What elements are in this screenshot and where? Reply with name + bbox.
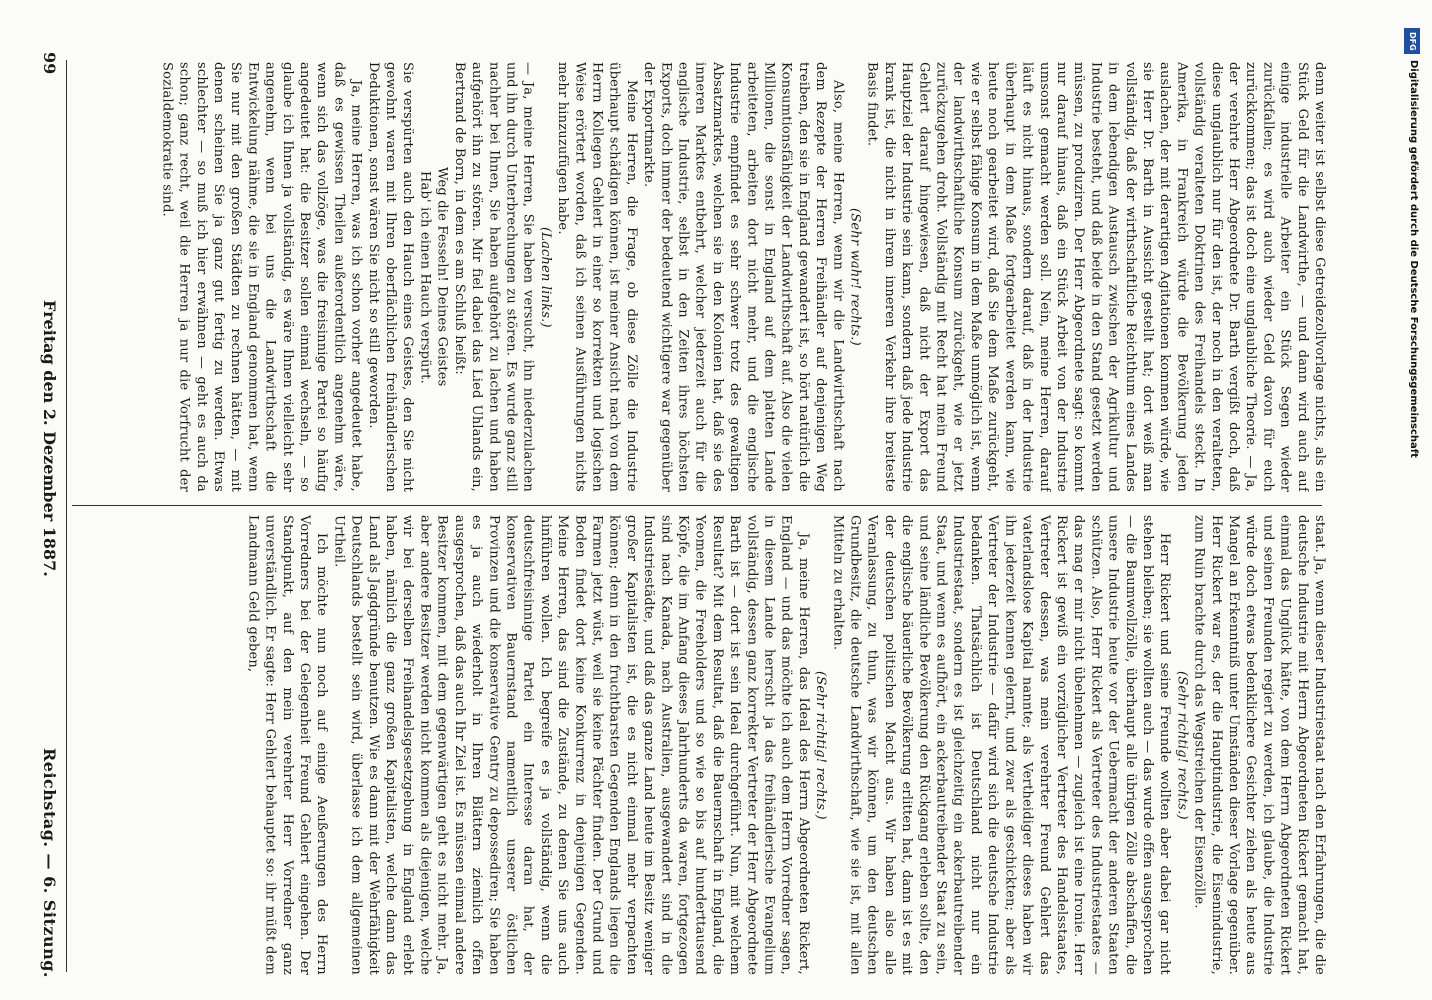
dfg-logo-icon: DFG	[1404, 28, 1420, 54]
paragraph: Ja, meine Herren, das Ideal des Herrn Abgeordneten Rickert, England — und das möchte ich auch dem Herrn Vorredner sagen, in diesem Lande herrscht ja das freihändlerische Evangelium vollständig, dessen ganz korrekter Vertreter der Herr Abgeordnete Barth ist — dort ist sein Ideal durchgeführt. Nun, mit welchem Resultat? Mit dem Resultat, daß die Bauernschaft in England, die Yeomen, die Freeholders und so wie so bis auf hunderttausend Köpfe, die im Anfang dieses Jahrhunderts da waren, fortgezogen sind nach Kanada, nach Australien, ausgewandert sind in die Industriestädte, und daß das ganze Land heute im Besitz weniger großer Kapitalisten ist, die es nicht einmal mehr verpachten können; denn in den fruchtbarsten Gegenden Englands liegen die Farmen jetzt wüst, weil sie keine Pächter finden. Der Grund und Boden findet dort keine Konkurrenz in denjenigen Gegenden. Meine Herren, das sind die Zustände, zu denen Sie uns auch hinführen wollen. Ich begreife es ja vollständig, wenn die deutschfreisinnige Partei ein Interesse daran hat, der konservativen Bauernstand namentlich unserer östlichen Provinzen und die konservative Gentry zu depossediren; Sie haben es ja auch wiederholt in Ihren Blättern ziemlich offen ausgesprochen, daß das auch Ihr Ziel ist. Es müssen einmal andere Besitzer kommen, mit dem gegenwärtigen geht es nicht mehr. Ja, aber andere Besitzer werden nicht kommen als diejenigen, welche wir bei derselben Freihandelsgesetzgebung in England erlebt haben, nämlich die ganz großen Kapitalisten, welche dann das Land als Jagdgründe benutzen. Wie es dann mit der Wehrfähigkeit Deutschlands bestellt sein wird, überlasse ich dem allgemeinen Urtheil.	[331, 515, 811, 975]
paragraph: — Ja, meine Herren, Sie haben versucht, ihn niederzulachen und ihn durch Unterbrechungen zu stören. Es wurde ganz still nachher bei Ihnen, Sie haben aufgehört zu lachen und haben aufgehört ihn zu stören. Mir fiel dabei das Lied Uhlands ein, Bertrand de Born, in dem es am Schluß heißt:	[451, 62, 536, 492]
paragraph: Herr Rickert und seine Freunde wollten aber dabei gar nicht stehen bleiben; sie wollten auch — das wurde offen ausgesprochen — die Baumwollzölle, überhaupt alle übrigen Zölle abschaffen, die unsere Industrie heute vor der Uebermacht der anderen Staaten schützen. Also, Herr Rickert als Vertreter des Industriestaates — das mag er mir nicht übelnehmen — zugleich ist eine Ironie. Herr Rickert ist gewiß ein vorzüglicher Vertreter des Handelsstaates, Vertreter dessen, was mein verehrter Freund Gehlert das vaterlandslose Kapital nannte; als Vertheidiger dieses haben wir ihn jederzeit kennen gelernt, und zwar als geschickten; aber als Vertreter der Industrie — dafür wird sich die deutsche Industrie bedanken. Thatsächlich ist Deutschland nicht nur ein Industriestaat, sondern es ist gleichzeitig ein ackerbautreibender Staat, und wenn es aufhört, ein ackerbautreibender Staat zu sein, und seine ländliche Bevölkerung den Rückgang erleben sollte, den die englische bäuerliche Bevölkerung erlitten hat, dann ist es mit der deutschen politischen Macht aus. Wir haben also alle Veranlassung, zu thun, was wir können, um den deutschen Grundbesitz, die deutsche Landwirthschaft, wie sie ist, mit allen Mitteln zu erhalten.	[830, 515, 1173, 975]
paragraph: staat. Ja, wenn dieser Industriestaat nach den Erfahrungen, die die deutsche Industrie mit Herrn Abgeordneten Rickert gemacht hat, einmal das Unglück hätte, von dem Herrn Abgeordneten Rickert und seinen Freunden regiert zu werden, ich glaube, die Industrie würde doch etwas bedenklichere Gesichter ziehen als heute aus Mangel an Erkenntniß unter Umständen dieser Vorlage gegenüber. Herr Rickert war es, der die Hauptindustrie, die Eisenindustrie, zum Ruin brachte durch das Wegstreichen der Eisenzölle.	[1191, 515, 1327, 975]
column-divider	[72, 505, 1322, 506]
verse-line: Hab' ich einen Hauch verspürt.	[417, 170, 433, 384]
interjection: (Sehr wahr! rechts.)	[847, 208, 863, 346]
paragraph: Also, meine Herren, wenn wir die Landwirthschaft nach dem Rezepte der Herren Freihändler auf denjenigen Weg treiben, den sie in England gewandert ist, so hört natürlich die Konsumtionsfähigkeit der Landwirthschaft auf. Also die vielen Millionen, die sonst in England auf dem platten Lande arbeiteten, arbeiten dort nicht mehr, und die englische Industrie empfindet es sehr schwer trotz des gewaltigen Absatzmarktes, welchen sie in den Kolonien hat, daß sie des inneren Marktes entbehrt, welcher jederzeit auch für die englische Industrie, selbst in den Zeiten ihres höchsten Exports, doch immer der bedeutend wichtigere war gegenüber der Exportmarkte.	[641, 62, 846, 492]
paragraph: Meine Herren, die Frage, ob diese Zölle die Industrie überhaupt schädigen können, ist meiner Ansicht nach von dem Herrn Kollegen Gehlert in einer so korrekten und logischen Weise erörtert worden, daß ich seinen Ausführungen nichts mehr hinzuzufügen habe.	[555, 62, 639, 492]
text-column-right	[76, 62, 1328, 492]
paragraph: Ich möchte nun noch auf einige Aeußerungen des Herrn Vorredners bei der Gelegenheit Freund Gehlert eingehen. Der Standpunkt, auf den mein verehrter Herr Vorredner ganz unverständlich. Er sagte: Herr Gehlert behauptet so: ihr müßt dem Landmann Geld geben,	[245, 515, 330, 975]
text-column-left	[76, 515, 1328, 975]
funding-notice: Digitalisierung gefördert durch die Deutsche Forschungsgemeinschaft	[1408, 60, 1419, 458]
running-header-date: Freitag den 2. Dezember 1887.	[40, 300, 59, 577]
paragraph: Ja, meine Herren, was ich schon vorher angedeutet habe, daß es gewissen Theilen außerordentlich angenehm wäre, wenn sich das vollzöge, was die freisinnige Partei so häufig angedeutet hat: die Besitzer sollen einmal wechseln, — so glaube ich Ihnen ja vollständig, es wäre Ihnen vielleicht sehr angenehm, wenn bei uns die Landwirthschaft die Entwickelung nähme, die sie in England genommen hat, wenn Sie nur mit den großen Städten zu rechnen hätten, — mit denen scheinen Sie ja ganz gut fertig zu werden. Etwas schlechter — so muß ich hier erwähnen — geht es auch da schon; ganz recht, weil die Herren ja nur die Vorfrucht der Sozialdemokratie sind.	[159, 62, 364, 492]
page-number: 99	[40, 52, 59, 75]
interjection: (Sehr richtig! rechts.)	[813, 670, 829, 820]
verse-line: Weg die Fesseln! Deines Geistes	[434, 167, 450, 387]
interjection: (Lachen links.)	[537, 226, 553, 328]
interjection: (Sehr richtig! rechts.)	[1174, 670, 1190, 820]
running-header-session: Reichstag. — 6. Sitzung.	[40, 748, 59, 978]
header-rule	[66, 60, 67, 972]
paragraph: Sie verspürten auch den Hauch eines Geistes, den Sie nicht gewohnt waren mit Ihren oberflächlichen freihändlerischen Deduktionen, sonst wären Sie nicht so still geworden.	[365, 62, 416, 492]
paragraph: denn weiter ist selbst diese Getreidezollvorlage nichts, als ein Stück Geld für die Landwirthe, — und dann wird auch auf einige industrielle Arbeiter ein Stück Segen wieder zurückfallen; es wird auch wieder Geld davon für euch zurückkommen; das ist doch eine unglaubliche Theorie. — Ja, der verehrte Herr Abgeordnete Dr. Barth vergißt doch, daß diese unglaublich nur für den ist, der noch in den veralteten, vollständig veralteten Doktrinen des Freihandels steckt. In Amerika, in Frankreich würde die Bevölkerung jeden auslachen, der mit derartigen Agitationen kommen würde, wie sie Herr Dr. Barth in Aussicht gestellt hat; dort weiß man vollständig, daß der wirthschaftliche Reichthum eines Landes in dem lebendigen Austausch zwischen der Agrikultur und Industrie besteht, und daß beide in den Stand gesetzt werden müssen, zu produziren. Der Herr Abgeordnete sagt: so kommt nur darauf hinaus, daß ein Stück Arbeit von der Industrie umsonst gemacht werden soll. Nein, meine Herren, darauf läuft es nicht hinaus, sondern darauf, daß in der Industrie überhaupt in dem Maße fortgearbeitet werden kann, wie heute noch gearbeitet wird, daß Sie dem Maße zurückgeht, wie er selbst fähige Konsum in dem Maße unmöglich ist, wenn der landwirthschaftliche Konsum zurückgeht, wie er jetzt zurückzugehen droht. Vollständig mit Recht hat mein Freund Gehlert darauf hingewiesen, daß nicht der Export das Hauptziel der Industrie sein kann, sondern daß jede Industrie krank ist, die nicht in ihrem inneren Verkehr ihre breiteste Basis findet.	[864, 62, 1327, 492]
